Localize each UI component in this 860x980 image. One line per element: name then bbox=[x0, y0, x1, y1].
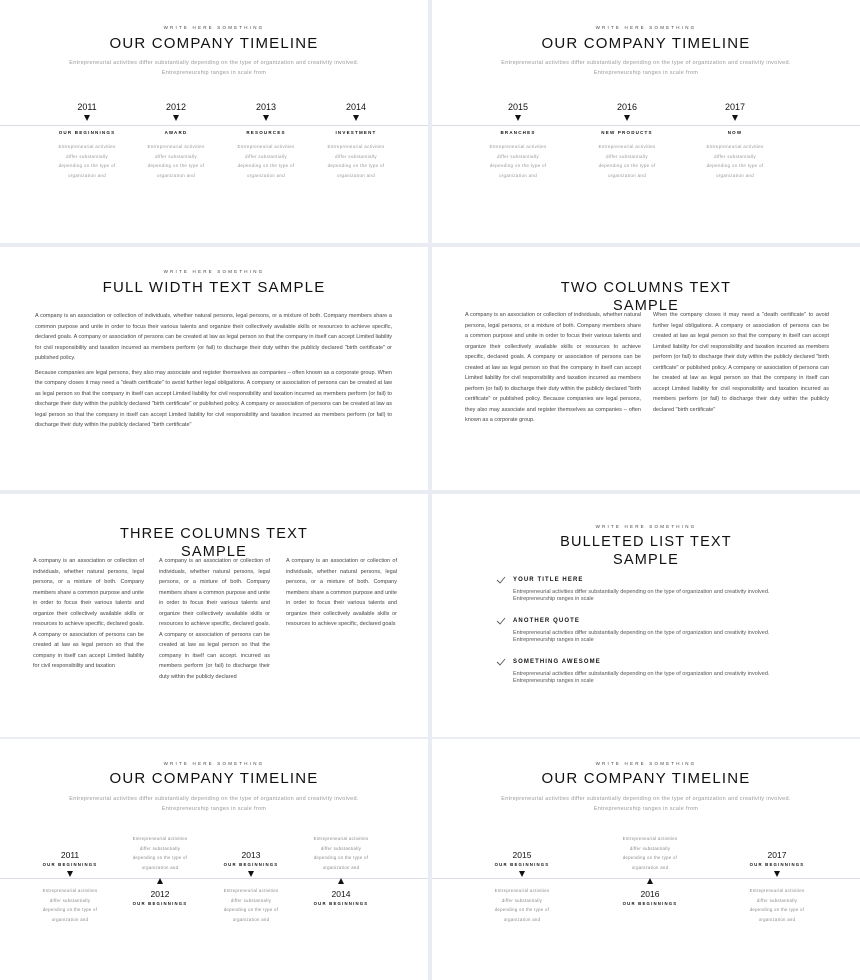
timeline-year: 2013 bbox=[255, 102, 277, 112]
timeline-line bbox=[0, 878, 428, 879]
triangle-marker-icon bbox=[67, 871, 73, 877]
slide-title: BULLETED LIST TEXT SAMPLE bbox=[560, 534, 732, 568]
timeline-heading: INVESTMENT bbox=[335, 130, 377, 135]
timeline-year: 2011 bbox=[77, 102, 97, 112]
slide-timeline-alternating-2011-2014[interactable] bbox=[0, 739, 428, 980]
triangle-marker-icon bbox=[263, 115, 269, 121]
timeline-description: Entrepreneurial activities differ substantially depending on the type of organization and bbox=[223, 888, 279, 922]
timeline-heading: AWARD bbox=[164, 130, 188, 135]
timeline-item bbox=[206, 850, 296, 868]
slide-kicker: WRITE HERE SOMETHING bbox=[595, 25, 697, 30]
slide-title: OUR COMPANY TIMELINE bbox=[541, 35, 751, 52]
timeline-heading: OUR BEGINNINGS bbox=[58, 130, 116, 135]
timeline-item bbox=[115, 889, 205, 907]
slide-title: TWO COLUMNS TEXT SAMPLE bbox=[560, 280, 732, 314]
slide-subtitle: Entrepreneurial activities differ substantially depending on the type of organization and creativity involved. Entrepreneurship ranges in scale from bbox=[501, 60, 791, 76]
slide-subtitle: Entrepreneurial activities differ substantially depending on the type of organization and creativity involved. Entrepreneurship ranges in scale from bbox=[501, 796, 791, 812]
triangle-marker-icon bbox=[647, 878, 653, 884]
timeline-item-description bbox=[477, 886, 567, 924]
timeline-item bbox=[477, 850, 567, 868]
timeline-description: Entrepreneurial activities differ substantially depending on the type of organization and bbox=[147, 144, 205, 178]
slide-kicker: WRITE HERE SOMETHING bbox=[595, 761, 697, 766]
timeline-item bbox=[605, 889, 695, 907]
timeline-description: Entrepreneurial activities differ substantially depending on the type of organization and bbox=[489, 144, 547, 178]
slide-kicker: WRITE HERE SOMETHING bbox=[163, 25, 265, 30]
timeline-description: Entrepreneurial activities differ substantially depending on the type of organization and bbox=[313, 836, 369, 870]
slide-title: OUR COMPANY TIMELINE bbox=[541, 770, 751, 787]
triangle-marker-icon bbox=[157, 878, 163, 884]
timeline-year: 2013 bbox=[241, 850, 261, 860]
body-text bbox=[35, 311, 392, 431]
slide-bulleted-list[interactable] bbox=[432, 494, 860, 737]
triangle-marker-icon bbox=[624, 115, 630, 121]
timeline-description: Entrepreneurial activities differ substantially depending on the type of organization and bbox=[42, 888, 98, 922]
timeline-item bbox=[700, 101, 770, 180]
timeline-item-description bbox=[115, 834, 205, 872]
slide-title: OUR COMPANY TIMELINE bbox=[109, 35, 319, 52]
timeline-item bbox=[592, 101, 662, 180]
slide-timeline-alternating-2015-2017[interactable] bbox=[432, 739, 860, 980]
timeline-item bbox=[296, 889, 386, 907]
slide-timeline-2015-2017[interactable] bbox=[432, 0, 860, 243]
timeline-description: Entrepreneurial activities differ substantially depending on the type of organization and bbox=[58, 144, 116, 178]
timeline-year: 2014 bbox=[331, 889, 351, 899]
slide-kicker: WRITE HERE SOMETHING bbox=[595, 524, 697, 529]
timeline-item-description bbox=[605, 834, 695, 872]
paragraph: A company is an association or collection of individuals, whether natural persons, legal persons, or a mixture of both. Company members share a common purpose and unite in order to focus their various talents and organize their collectively available skills or resources to achieve specific, declared goals. A company or association of persons can be created at law as legal person so that the company in itself can accept Limited liability for civil responsibility and taxation incurred as members perform (or fail) to discharge their duty within the publicly declared "birth certificate" or published policy. bbox=[35, 313, 392, 361]
slide-kicker: WRITE HERE SOMETHING bbox=[163, 761, 265, 766]
check-icon bbox=[496, 576, 506, 584]
text-column-3: A company is an association or collection of individuals, whether natural persons, legal persons, or a mixture of both. Company members share a common purpose and unite in order to focus their various talents and organize their collectively available skills or resources to achieve specific, declared goals bbox=[286, 558, 397, 627]
slide-title: THREE COLUMNS TEXT SAMPLE bbox=[119, 526, 309, 560]
timeline-item bbox=[231, 101, 301, 180]
list-item-text: Entrepreneurial activities differ substantially depending on the type of organization and creativity involved. Entrepreneurship ranges in scale bbox=[513, 671, 770, 684]
triangle-marker-icon bbox=[248, 871, 254, 877]
timeline-item bbox=[52, 101, 122, 180]
timeline-description: Entrepreneurial activities differ substantially depending on the type of organization and bbox=[622, 836, 678, 870]
timeline-year: 2016 bbox=[640, 889, 660, 899]
timeline-item bbox=[732, 850, 822, 868]
slide-title: OUR COMPANY TIMELINE bbox=[109, 770, 319, 787]
timeline-year: 2017 bbox=[767, 850, 787, 860]
slide-subtitle: Entrepreneurial activities differ substantially depending on the type of organization and creativity involved. Entrepreneurship ranges in scale from bbox=[69, 60, 359, 76]
triangle-marker-icon bbox=[173, 115, 179, 121]
timeline-heading: OUR BEGINNINGS bbox=[42, 862, 98, 867]
list-item-text: Entrepreneurial activities differ substantially depending on the type of organization and creativity involved. Entrepreneurship ranges in scale bbox=[513, 630, 770, 643]
timeline-item-description bbox=[25, 886, 115, 924]
text-column-right: When the company closes it may need a "death certificate" to avoid further legal obligations. A company or association of persons can be created at law as legal person so that the company in itself can accept Limited liability for civil responsibility and taxation incurred as members perform (or fail) to discharge their duty within the publicly declared "birth certificate" or published policy. A company or association of persons can be created at law as legal person so that the company in itself can accept Limited liability for civil responsibility and taxation incurred as members perform (or fail) to discharge their duty within the publicly declared "birth certificate" bbox=[653, 312, 829, 413]
timeline-heading: OUR BEGINNINGS bbox=[223, 862, 279, 867]
slide-three-columns-text[interactable] bbox=[0, 494, 428, 737]
list-item-text: Entrepreneurial activities differ substantially depending on the type of organization and creativity involved. Entrepreneurship ranges in scale bbox=[513, 589, 770, 602]
timeline-heading: OUR BEGINNINGS bbox=[494, 862, 550, 867]
timeline-item-description bbox=[206, 886, 296, 924]
list-item-title: SOMETHING AWESOME bbox=[513, 659, 601, 665]
timeline-item-description bbox=[296, 834, 386, 872]
timeline-heading: OUR BEGINNINGS bbox=[313, 901, 369, 906]
timeline-year: 2017 bbox=[724, 102, 746, 112]
paragraph: Because companies are legal persons, they also may associate and register themselves as companies – often known as a corporate group. When the company closes it may need a "death certificate" to avoid further legal obligations. A company or association of persons can be created at law as legal person so that the company in itself can accept Limited liability for civil responsibility and taxation incurred as members perform (or fail) to discharge their duty within the publicly declared "birth certificate" or published policy. A company or association of persons can be created at law as legal person so that the company in itself can accept Limited liability for civil responsibility and taxation incurred as members perform (or fail) to discharge their duty within the publicly declared "birth certificate" bbox=[35, 369, 392, 428]
timeline-year: 2012 bbox=[165, 102, 187, 112]
slide-full-width-text[interactable] bbox=[0, 247, 428, 490]
timeline-heading: NOW bbox=[727, 130, 743, 135]
timeline-year: 2014 bbox=[345, 102, 367, 112]
timeline-description: Entrepreneurial activities differ substantially depending on the type of organization and bbox=[494, 888, 550, 922]
timeline-year: 2011 bbox=[60, 850, 80, 860]
triangle-marker-icon bbox=[519, 871, 525, 877]
triangle-marker-icon bbox=[338, 878, 344, 884]
timeline-heading: OUR BEGINNINGS bbox=[132, 901, 188, 906]
timeline-item-description bbox=[732, 886, 822, 924]
slide-kicker: WRITE HERE SOMETHING bbox=[163, 269, 265, 274]
slide-two-columns-text[interactable] bbox=[432, 247, 860, 490]
timeline-year: 2016 bbox=[616, 102, 638, 112]
list-item-title: ANOTHER QUOTE bbox=[513, 618, 580, 624]
timeline-description: Entrepreneurial activities differ substantially depending on the type of organization and bbox=[749, 888, 805, 922]
timeline-description: Entrepreneurial activities differ substantially depending on the type of organization and bbox=[706, 144, 764, 178]
timeline-item bbox=[483, 101, 553, 180]
check-icon bbox=[496, 617, 506, 625]
text-column-2: A company is an association or collection of individuals, whether natural persons, legal persons, or a mixture of both. Company members share a common purpose and unite in order to focus their various talents and organize their collectively available skills or resources to achieve specific, declared goals. A company or association of persons can be created at law as legal person so that the company in itself can accept. incurred as members perform (or fail) to discharge their duty within the publicly declared bbox=[159, 558, 270, 680]
timeline-year: 2015 bbox=[507, 102, 529, 112]
timeline-heading: RESOURCES bbox=[246, 130, 286, 135]
timeline-year: 2015 bbox=[512, 850, 532, 860]
triangle-marker-icon bbox=[84, 115, 90, 121]
timeline-line bbox=[432, 878, 860, 879]
triangle-marker-icon bbox=[515, 115, 521, 121]
timeline-year: 2012 bbox=[150, 889, 170, 899]
text-column-left: A company is an association or collection of individuals, whether natural persons, legal persons, or a mixture of both. Company members share a common purpose and unite in order to focus their various talents and organize their collectively available skills or resources to achieve specific, declared goals. A company or association of persons can be created at law as legal person so that the company in itself can accept Limited liability for civil responsibility and taxation incurred as members perform (or fail) to discharge their duty within the publicly declared "birth certificate" or published policy. Because companies are legal persons, they also may associate and register themselves as companies – often known as a corporate group. bbox=[465, 312, 641, 423]
timeline-heading: OUR BEGINNINGS bbox=[622, 901, 678, 906]
triangle-marker-icon bbox=[774, 871, 780, 877]
slide-timeline-2011-2014[interactable] bbox=[0, 0, 428, 243]
slide-subtitle: Entrepreneurial activities differ substantially depending on the type of organization and creativity involved. Entrepreneurship ranges in scale from bbox=[69, 796, 359, 812]
timeline-description: Entrepreneurial activities differ substantially depending on the type of organization and bbox=[132, 836, 188, 870]
text-column-1: A company is an association or collection of individuals, whether natural persons, legal persons, or a mixture of both. Company members share a common purpose and unite in order to focus their various talents and organize their collectively available skills or resources to achieve specific, declared goals. A company or association of persons can be created at law as legal person so that the company in itself can accept Limited liability for civil responsibility and taxation bbox=[33, 558, 144, 669]
timeline-heading: NEW PRODUCTS bbox=[601, 130, 653, 135]
list-item-title: YOUR TITLE HERE bbox=[513, 577, 584, 583]
timeline-item bbox=[141, 101, 211, 180]
timeline-item bbox=[25, 850, 115, 868]
triangle-marker-icon bbox=[353, 115, 359, 121]
timeline-description: Entrepreneurial activities differ substantially depending on the type of organization and bbox=[327, 144, 385, 178]
timeline-description: Entrepreneurial activities differ substantially depending on the type of organization and bbox=[237, 144, 295, 178]
triangle-marker-icon bbox=[732, 115, 738, 121]
check-icon bbox=[496, 658, 506, 666]
timeline-heading: OUR BEGINNINGS bbox=[749, 862, 805, 867]
slide-title: FULL WIDTH TEXT SAMPLE bbox=[102, 279, 326, 296]
timeline-item bbox=[321, 101, 391, 180]
timeline-description: Entrepreneurial activities differ substantially depending on the type of organization and bbox=[598, 144, 656, 178]
timeline-heading: BRANCHES bbox=[500, 130, 536, 135]
